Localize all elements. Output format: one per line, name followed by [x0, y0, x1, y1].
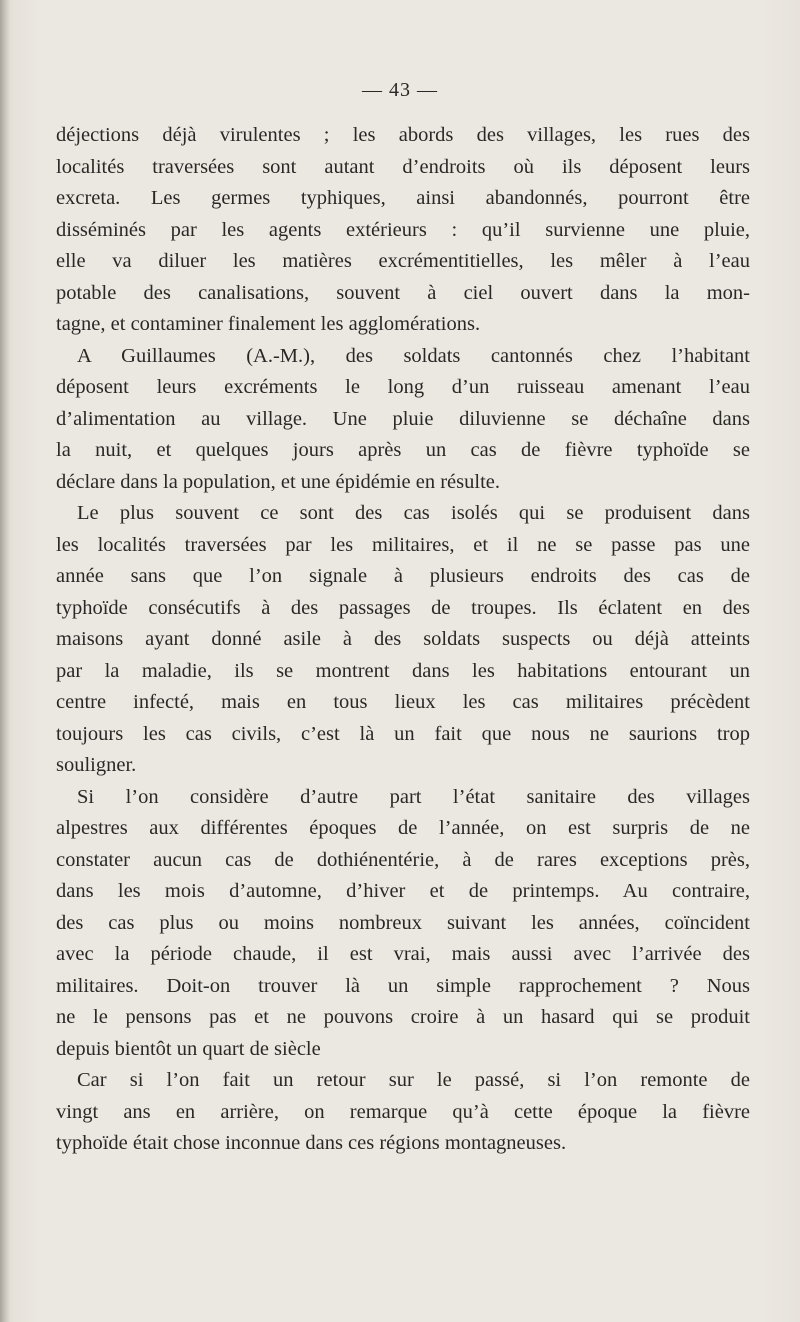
page-gutter-shadow: [0, 0, 10, 1322]
text-line: les localités traversées par les militaires, et il ne se passe pas une: [56, 533, 750, 556]
text-line: des cas plus ou moins nombreux suivant les années, coïncident: [56, 911, 750, 934]
text-line: Le plus souvent ce sont des cas isolés qui se produisent dans: [77, 502, 750, 524]
text-line: centre infecté, mais en tous lieux les cas militaires précèdent: [56, 691, 750, 713]
text-line: typhoïde consécutifs à des passages de troupes. Ils éclatent en des: [56, 596, 750, 619]
text-line: vingt ans en arrière, on remarque qu’à cette époque la fièvre: [56, 1100, 750, 1123]
body-text: [56, 120, 750, 1160]
text-line: A Guillaumes (A.-M.), des soldats cantonnés chez l’habitant: [77, 344, 750, 367]
text-line: dans les mois d’automne, d’hiver et de printemps. Au contraire,: [56, 880, 750, 902]
text-line: Si l’on considère d’autre part l’état sanitaire des villages: [77, 785, 750, 808]
text-line: excreta. Les germes typhiques, ainsi abandonnés, pourront être: [56, 187, 750, 209]
text-line: d’alimentation au village. Une pluie diluvienne se déchaîne dans: [56, 407, 750, 430]
text-line: année sans que l’on signale à plusieurs endroits des cas de: [56, 565, 750, 587]
text-line: disséminés par les agents extérieurs : qu’il survienne une pluie,: [56, 218, 750, 241]
text-line: elle va diluer les matières excrémentitielles, les mêler à l’eau: [56, 250, 750, 272]
text-line: alpestres aux différentes époques de l’année, on est surpris de ne: [56, 817, 750, 839]
text-line: Car si l’on fait un retour sur le passé, si l’on remonte de: [77, 1069, 750, 1091]
text-line: toujours les cas civils, c’est là un fait que nous ne saurions trop: [56, 722, 750, 745]
text-line: déjections déjà virulentes ; les abords des villages, les rues des: [56, 124, 750, 146]
text-line: localités traversées sont autant d’endroits où ils déposent leurs: [56, 155, 750, 178]
text-line: la nuit, et quelques jours après un cas de fièvre typhoïde se: [56, 439, 750, 461]
text-line: ne le pensons pas et ne pouvons croire à un hasard qui se produit: [56, 1006, 750, 1028]
text-line: tagne, et contaminer finalement les agglomérations.: [56, 313, 481, 335]
text-line: typhoïde était chose inconnue dans ces régions montagneuses.: [56, 1132, 567, 1154]
text-line: avec la période chaude, il est vrai, mais aussi avec l’arrivée des: [56, 943, 750, 965]
text-line: constater aucun cas de dothiénentérie, à de rares exceptions près,: [56, 848, 750, 871]
text-line: maisons ayant donné asile à des soldats suspects ou déjà atteints: [56, 628, 750, 650]
text-line: déposent leurs excréments le long d’un ruisseau amenant l’eau: [56, 376, 750, 398]
text-line: potable des canalisations, souvent à ciel ouvert dans la mon-: [56, 281, 750, 304]
text-line: militaires. Doit-on trouver là un simple rapprochement ? Nous: [56, 974, 750, 997]
text-line: depuis bientôt un quart de siècle: [56, 1037, 321, 1060]
text-line: par la maladie, ils se montrent dans les habitations entourant un: [56, 659, 750, 682]
text-line: souligner.: [56, 754, 137, 776]
text-line: déclare dans la population, et une épidémie en résulte.: [56, 470, 500, 493]
page-number: — 43 —: [362, 79, 438, 101]
